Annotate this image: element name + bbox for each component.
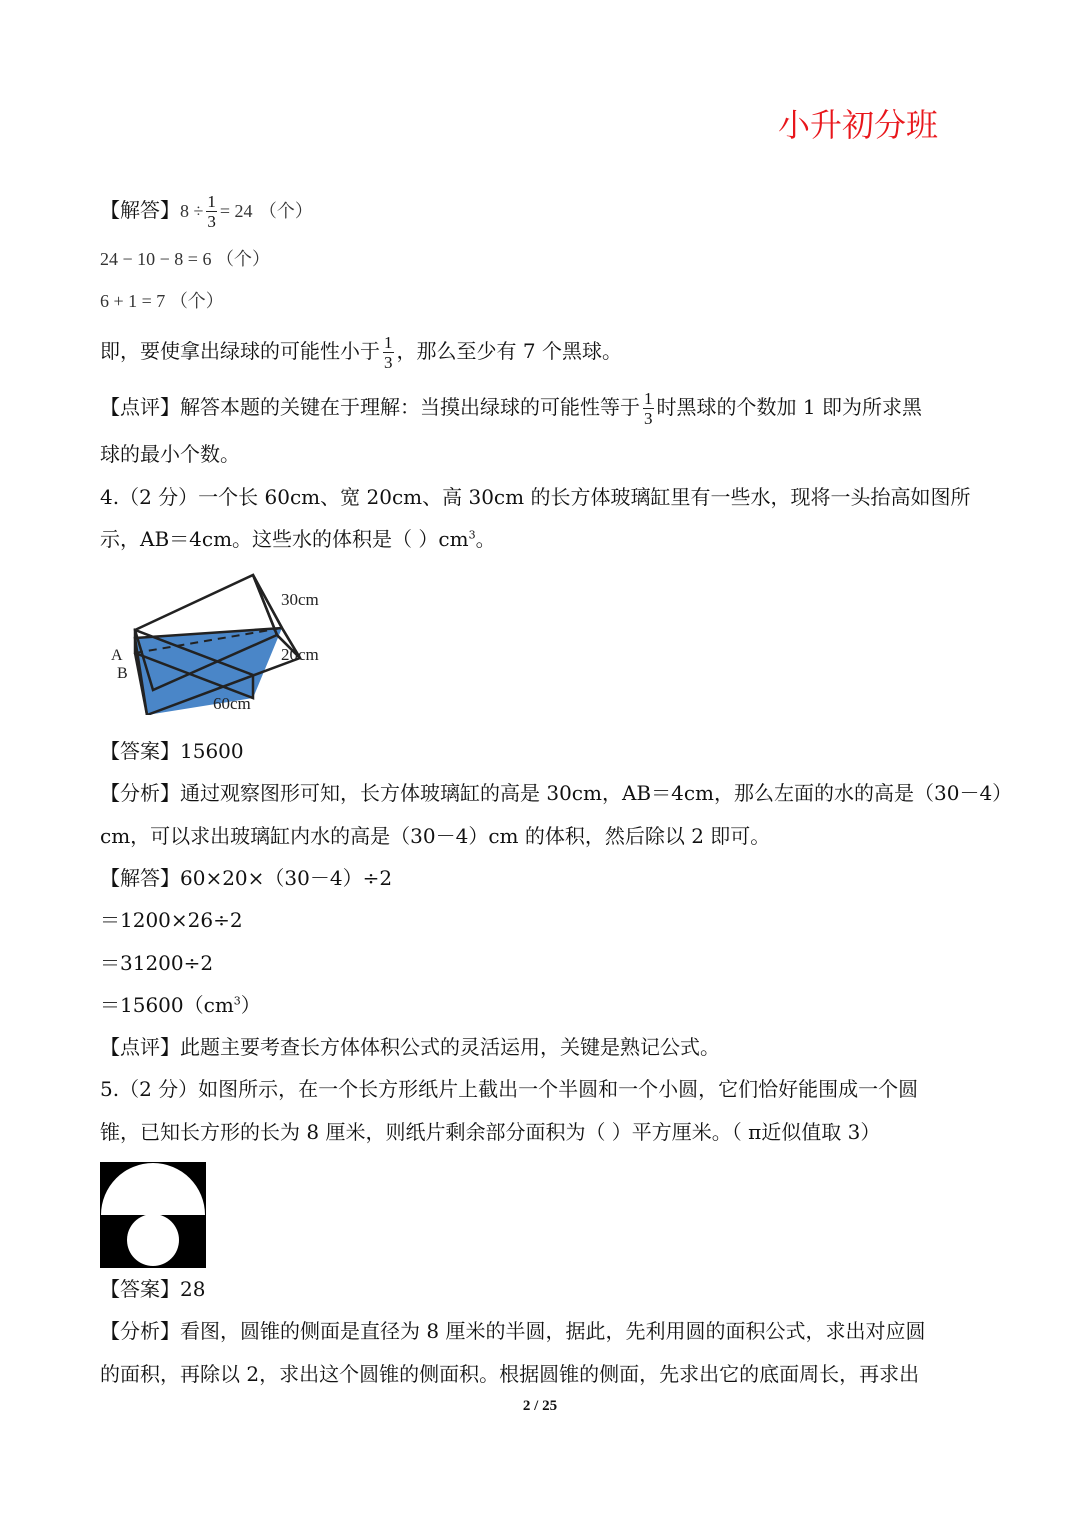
unit-label: （个）	[215, 249, 270, 269]
q4-analysis-line-2: cm，可以求出玻璃缸内水的高是（30－4）cm 的体积，然后除以 2 即可。	[100, 824, 771, 848]
paper-figure	[100, 1162, 206, 1268]
label-b: B	[117, 665, 128, 682]
q4-solution-line-4: $=15600(cm^3)$	[100, 993, 261, 1017]
fraction-one-third: $\frac{1}{3}$	[207, 192, 216, 231]
prev-solution-line-1	[100, 193, 313, 230]
tank-figure	[105, 565, 350, 715]
prev-comment-line-1: 【点评】解答本题的关键在于理解：当摸出绿球的可能性等于 $\frac{1}{3}$ 时黑球的个数加 1 即为所求黑	[100, 389, 922, 428]
superscript-3: 3	[233, 994, 241, 1008]
label-a: A	[111, 647, 123, 664]
q4-solution-line-3: ＝31200÷2	[100, 951, 214, 975]
math-8-div: 8 ÷	[180, 201, 204, 221]
math-24-minus: 24 − 10 − 8 = 6	[100, 249, 212, 269]
fraction-one-third: $\frac{1}{3}$	[384, 333, 393, 372]
q4-stem-line-1: 4.（2 分）一个长 60cm、宽 20cm、高 30cm 的长方体玻璃缸里有一些水，现将一头抬高如图所	[100, 485, 971, 509]
math-6-plus-1: 6 + 1 = 7	[100, 291, 166, 311]
label-30cm: 30cm	[281, 590, 319, 609]
q4-stem-line-2: 示，AB＝4cm。这些水的体积是（ ）$cm^3$。	[100, 527, 496, 551]
q5-answer: 【答案】28	[100, 1277, 206, 1301]
q5-stem-line-1: 5.（2 分）如图所示，在一个长方形纸片上截出一个半圆和一个小圆，它们恰好能围成一个圆	[100, 1077, 919, 1101]
q4-solution-line-2: ＝1200×26÷2	[100, 908, 243, 932]
q5-stem-line-2: 锥，已知长方形的长为 8 厘米，则纸片剩余部分面积为（ ）平方厘米。（ π近似值取 3）	[100, 1120, 881, 1144]
q5-analysis-line-2: 的面积，再除以 2，求出这个圆锥的侧面积。根据圆锥的侧面，先求出它的底面周长，再求出	[100, 1362, 920, 1386]
page-number: 2 / 25	[522, 1398, 558, 1414]
small-circle-cutout	[127, 1214, 179, 1266]
math-eq-24: = 24	[219, 201, 253, 221]
jieda-label: 【解答】	[100, 198, 180, 222]
q4-answer: 【答案】15600	[100, 739, 244, 763]
label-20cm: 20cm	[281, 645, 319, 664]
superscript-3: 3	[468, 528, 476, 542]
prev-comment-line-2: 球的最小个数。	[100, 442, 240, 466]
prev-conclusion: 即，要使拿出绿球的可能性小于 $\frac{1}{3}$ ，那么至少有 7 个黑球。	[100, 333, 622, 372]
q4-solution-line-1: 【解答】60×20×（30－4）÷2	[100, 866, 393, 890]
prev-solution-line-3	[100, 287, 224, 313]
header-title: 小升初分班	[778, 106, 939, 144]
unit-label: （个）	[258, 201, 313, 221]
label-60cm: 60cm	[213, 694, 251, 713]
q5-analysis-line-1: 【分析】看图，圆锥的侧面是直径为 8 厘米的半圆，据此，先利用圆的面积公式，求出对应圆	[100, 1319, 926, 1343]
q4-analysis-line-1: 【分析】通过观察图形可知，长方体玻璃缸的高是 30cm，AB＝4cm，那么左面的水的高是（30－4）	[100, 781, 1013, 805]
fraction-one-third: $\frac{1}{3}$	[644, 389, 653, 428]
prev-solution-line-2	[100, 245, 270, 271]
unit-label: （个）	[169, 291, 224, 311]
q4-comment: 【点评】此题主要考查长方体体积公式的灵活运用，关键是熟记公式。	[100, 1035, 720, 1059]
